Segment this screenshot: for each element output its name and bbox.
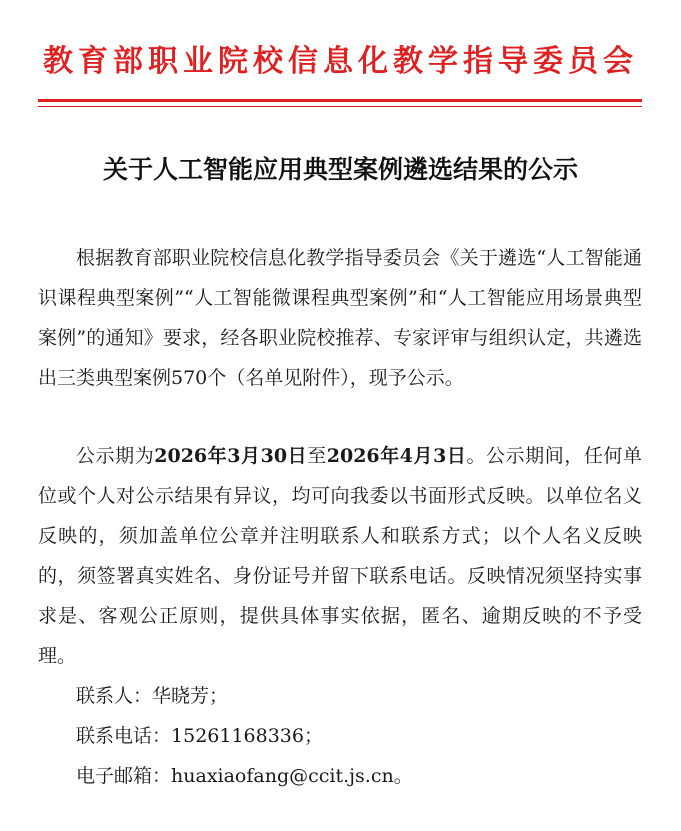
org-header: 教育部职业院校信息化教学指导委员会 <box>43 44 638 79</box>
period-lead: 公示期为 <box>76 445 155 467</box>
contact-person-line <box>76 676 228 716</box>
contact-phone: 15261168336； <box>171 725 323 747</box>
period-connector: 至 <box>307 445 327 467</box>
start-date: 2026年3月30日 <box>154 445 308 467</box>
header-rule-thin <box>38 106 642 107</box>
contact-email-label: 电子邮箱： <box>76 765 172 787</box>
contact-email-line <box>76 756 413 796</box>
contact-person: 华晓芳； <box>152 685 229 707</box>
contact-person-label: 联系人： <box>76 685 153 707</box>
body-paragraph-2 <box>38 436 642 676</box>
header-rule-thick <box>38 99 642 102</box>
contact-phone-line <box>76 716 323 756</box>
end-date: 2026年4月3日 <box>326 445 467 467</box>
document-title: 关于人工智能应用典型案例遴选结果的公示 <box>102 155 578 184</box>
contact-email: huaxiaofang@ccit.js.cn。 <box>171 765 413 787</box>
period-rest: 。公示期间，任何单位或个人对公示结果有异议，均可向我委以书面形式反映。以单位名义反映的，须加盖单位公章并注明联系人和联系方式；以个人名义反映的，须签署真实姓名、身份证号并留下联系电话。反映情况须坚持实事求是、客观公正原则，提供具体事实依据，匿名、逾期反映的不予受理。 <box>38 445 642 667</box>
contact-phone-label: 联系电话： <box>76 725 172 747</box>
body-paragraph-1: 根据教育部职业院校信息化教学指导委员会《关于遴选“人工智能通识课程典型案例”“人工智能微课程典型案例”和“人工智能应用场景典型案例”的通知》要求，经各职业院校推荐、专家评审与组织认定，共遴选出三类典型案例570个（名单见附件），现予公示。 <box>38 247 642 389</box>
